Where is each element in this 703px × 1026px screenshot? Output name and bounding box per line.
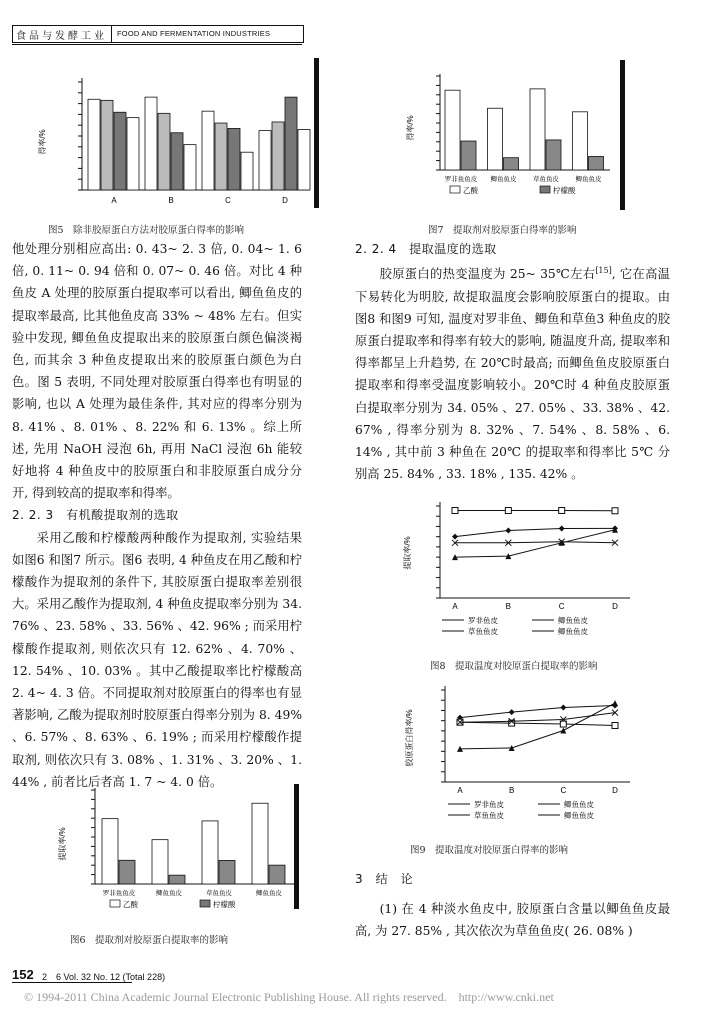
bar — [219, 860, 235, 884]
bar — [101, 100, 113, 190]
journal-name-cn: 食品与发酵工业 — [16, 31, 107, 42]
issue-info: 2 6 Vol. 32 No. 12 (Total 228) — [42, 972, 166, 982]
x-tick-label: D — [282, 196, 288, 205]
legend-swatch — [450, 186, 460, 193]
bar — [241, 152, 253, 190]
bar — [259, 131, 271, 190]
figure-5-scan-edge — [314, 58, 319, 208]
data-point — [452, 507, 458, 513]
bar — [252, 803, 268, 884]
legend-label: 草鱼鱼皮 — [474, 811, 504, 820]
x-tick-label: 罗非鱼鱼皮 — [102, 890, 136, 897]
series-line — [460, 713, 615, 723]
figure-9-caption: 图9 提取温度对胶原蛋白得率的影响 — [410, 845, 569, 856]
bar — [158, 113, 170, 190]
fig6-ylabel: 提取率/% — [58, 827, 67, 861]
legend-swatch — [200, 900, 210, 907]
bar — [228, 128, 240, 190]
legend-swatch — [110, 900, 120, 907]
bar — [285, 97, 297, 190]
x-tick-label: B — [168, 196, 174, 205]
section-heading-2-2-4: 2. 2. 4 提取温度的选取 — [355, 242, 497, 256]
paragraph: (1) 在 4 种淡水鱼皮中, 胶原蛋白含量以鲫鱼鱼皮最高, 为 27. 85% , 其次依次为草鱼鱼皮( 26. 08% ) — [355, 902, 670, 939]
data-point — [560, 727, 566, 733]
figure-7-caption: 图7 提取剂对胶原蛋白得率的影响 — [428, 225, 577, 236]
x-tick-label: 鲫鱼鱼皮 — [490, 176, 517, 183]
data-point — [505, 507, 511, 513]
journal-name-en: FOOD AND FERMENTATION INDUSTRIES — [117, 29, 271, 38]
bar — [202, 821, 218, 884]
bar — [127, 118, 139, 190]
data-point — [612, 723, 618, 729]
series-line — [455, 542, 615, 543]
data-point — [559, 507, 565, 513]
paragraph: 他处理分别相应高出: 0. 43~ 2. 3 倍, 0. 04~ 1. 6 倍, 0. 11~ 0. 94 倍和 0. 07~ 0. 46 倍。对比 4 种鱼皮 A 处理的胶原蛋白提取率可以看出, 鲫鱼鱼皮的提取率最高, 比其他鱼皮高 33% ~ 48% 左右。但实验中发现, 鲫鱼鱼皮提取出来的胶原蛋白颜色偏淡褐色, 而其余 3 种鱼皮提取出来的胶原蛋白颜色为白色。图 5 表明, 不同处理对胶原蛋白得率也有明显的影响, 也以 A 处理为最佳条件, 其对应的得率分别为 8. 41% 、8. 01% 、8. 22% 和 6. 13% 。综上所述, 先用 NaOH 浸泡 6h, 再用 NaCl 浸泡 6h 能较好地将 4 种鱼皮中的胶原蛋白和非胶原蛋白成分分开, 得到较高的提取率和得率。 — [12, 242, 302, 501]
bar — [589, 156, 604, 170]
fig8-ylabel: 提取率/% — [403, 536, 412, 570]
x-tick-label: 鲫鱼鱼皮 — [575, 176, 602, 183]
data-point — [612, 700, 618, 706]
bar — [504, 158, 519, 170]
legend-swatch — [540, 186, 550, 193]
page-number: 152 — [12, 967, 34, 982]
paragraph-text: , 它在高温下易转化为明胶, 故提取温度会影响胶原蛋白的提取。由图8 和图9 可知, 温度对罗非鱼、鲫鱼和草鱼3 种鱼皮的胶原蛋白提取率和得率有较大的影响, 随温度升高, 提取率和得率都呈上升趋势, 在 20℃时最高; 而鲫鱼鱼皮胶原蛋白提取率和得率受温度影响较小。20℃时 4 种鱼皮胶原蛋白提取率分别为 34. 05% 、27. 05% 、33. 38% 、42. 67% , 得率分别为 8. 32% 、7. 54% 、8. 58% 、6. 14% , 其中前 3 种鱼在 20℃ 的提取率和得率比 5℃ 分别高 25. 84% , 33. 18% , 135. 42% 。 — [355, 267, 670, 482]
legend-label: 乙酸 — [123, 900, 138, 909]
bar — [546, 140, 561, 170]
bar — [114, 112, 126, 190]
bar — [119, 860, 135, 884]
figure-7-chart — [405, 68, 615, 198]
data-point — [559, 525, 565, 531]
bar — [573, 112, 588, 170]
section-heading-2-2-3: 2. 2. 3 有机酸提取剂的选取 — [12, 508, 179, 523]
fig5-ylabel: 得率/% — [38, 129, 47, 155]
bar — [215, 123, 227, 190]
journal-header — [12, 25, 304, 43]
legend-label: 鲫鱼鱼皮 — [564, 811, 594, 820]
legend-label: 鲫鱼鱼皮 — [564, 800, 594, 809]
x-tick-label: B — [508, 786, 515, 795]
bar — [184, 145, 196, 190]
bar — [88, 99, 100, 190]
bar — [272, 122, 284, 190]
legend-label: 罗非鱼皮 — [468, 616, 498, 625]
paragraph-text: 胶原蛋白的热变温度为 25~ 35℃左右 — [379, 267, 596, 282]
x-tick-label: C — [558, 602, 565, 611]
bar — [169, 875, 185, 884]
bar — [145, 97, 157, 190]
x-tick-label: 鲫鱼鱼皮 — [256, 890, 282, 897]
figure-5-caption: 图5 除非胶原蛋白方法对胶原蛋白得率的影响 — [48, 225, 245, 236]
x-tick-label: 鲫鱼鱼皮 — [156, 890, 182, 897]
x-tick-label: D — [612, 602, 618, 611]
figure-6-scan-edge — [294, 784, 299, 909]
x-tick-label: 罗非鱼鱼皮 — [444, 176, 478, 183]
right-text-block-1 — [355, 238, 670, 485]
legend-label: 柠檬酸 — [553, 186, 576, 195]
bar — [488, 108, 503, 170]
x-tick-label: A — [452, 602, 458, 611]
header-rule — [12, 44, 302, 45]
x-tick-label: 草鱼鱼皮 — [533, 176, 559, 183]
bar — [298, 130, 310, 190]
bar — [269, 865, 285, 884]
x-tick-label: 草鱼鱼皮 — [206, 890, 232, 897]
section-heading-3: 3 结 论 — [355, 872, 414, 886]
bar — [461, 141, 476, 170]
x-tick-label: B — [505, 602, 512, 611]
data-point — [509, 709, 515, 715]
footer-rule — [12, 982, 132, 983]
x-tick-label: C — [560, 786, 567, 795]
data-point — [560, 704, 566, 710]
left-text-block-1 — [12, 238, 302, 793]
figure-8-caption: 图8 提取温度对胶原蛋白提取率的影响 — [430, 661, 598, 672]
legend-label: 鲫鱼鱼皮 — [558, 616, 588, 625]
figure-7-scan-edge — [620, 60, 625, 210]
data-point — [452, 534, 458, 540]
x-tick-label: A — [457, 786, 463, 795]
x-tick-label: C — [225, 196, 231, 205]
legend-label: 罗非鱼皮 — [474, 800, 504, 809]
paragraph — [355, 260, 670, 485]
fig9-ylabel: 胶原蛋白得率/% — [405, 709, 414, 767]
figure-8-chart — [400, 498, 640, 648]
x-tick-label: D — [612, 786, 618, 795]
copyright-notice: © 1994-2011 China Academic Journal Electronic Publishing House. All rights reserved. http://www.cnki.net — [24, 990, 554, 1004]
figure-5-chart — [35, 70, 325, 215]
x-tick-label: A — [111, 196, 117, 205]
bar — [445, 90, 460, 170]
legend-label: 草鱼鱼皮 — [468, 627, 498, 636]
figure-9-chart — [400, 680, 640, 830]
citation-ref: [15] — [595, 266, 612, 276]
bar — [171, 133, 183, 190]
bar — [202, 111, 214, 190]
legend-label: 鲫鱼鱼皮 — [558, 627, 588, 636]
data-point — [505, 528, 511, 534]
legend-label: 乙酸 — [463, 186, 478, 195]
legend-label: 柠檬酸 — [213, 900, 236, 909]
figure-6-caption: 图6 提取剂对胶原蛋白提取率的影响 — [70, 935, 229, 946]
data-point — [612, 508, 618, 514]
figure-6-chart — [55, 784, 300, 914]
fig7-ylabel: 得率/% — [406, 115, 415, 141]
header-divider — [111, 26, 112, 42]
bar — [102, 819, 118, 884]
right-text-block-2 — [355, 868, 670, 943]
series-line — [460, 722, 615, 725]
bar — [530, 89, 545, 170]
bar — [152, 840, 168, 884]
paragraph: 采用乙酸和柠檬酸两种酸作为提取剂, 实验结果如图6 和图7 所示。图6 表明, 4 种鱼皮在用乙酸和柠檬酸作为提取剂的条件下, 其胶原蛋白提取率差别很大。采用乙酸作为提取剂, 4 种鱼皮提取率分别为 34. 76% 、23. 58% 、33. 56% 、42. 96% ; 而采用柠檬酸作提取剂, 则依次只有 12. 62% 、4. 70% 、12. 54% 、10. 03% 。其中乙酸提取率比柠檬酸高 2. 4~ 4. 3 倍。不同提取剂对胶原蛋白的得率也有显著影响, 乙酸为提取剂时胶原蛋白得率分别为 8. 49% 、6. 57% 、8. 63% 、6. 19% ; 而采用柠檬酸作提取剂, 则依次只有 3. 08% 、1. 31% 、3. 20% 、1. 44% , 前者比后者高 1. 7 ~ 4. 0 倍。 — [12, 530, 302, 789]
